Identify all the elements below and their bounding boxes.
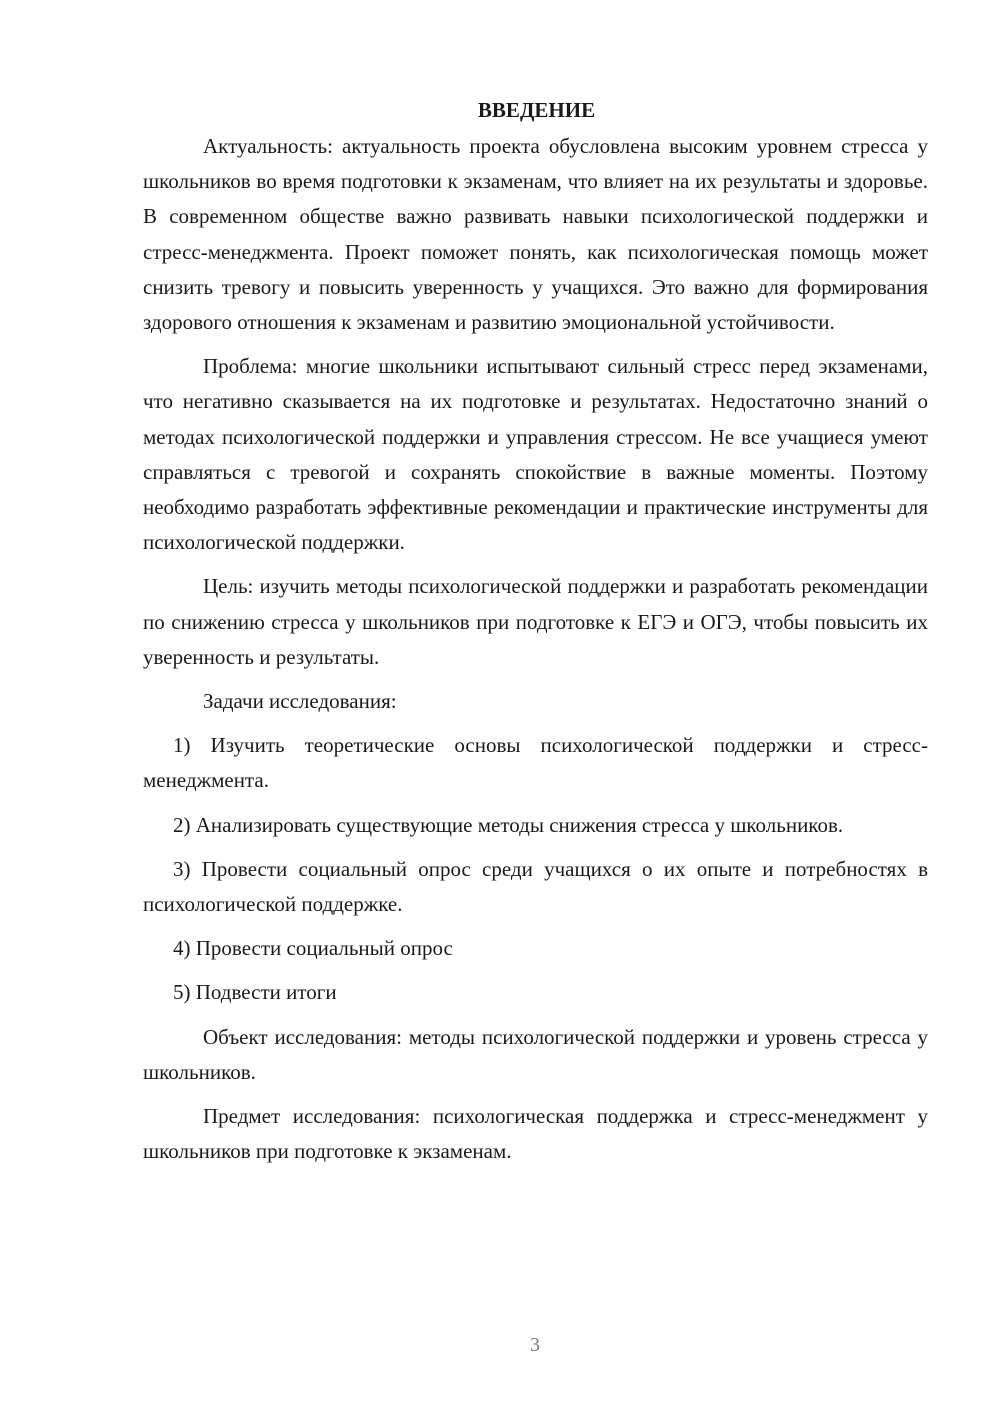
paragraph-goal: Цель: изучить методы психологической поддержки и разработать рекомендации по снижению стресса у школьников при подготовке к ЕГЭ и ОГЭ, чтобы повысить их уверенность и результаты. [143, 574, 928, 669]
task-item-3: 3) Провести социальный опрос среди учащихся о их опыте и потребностях в психологической поддержке. [143, 856, 928, 917]
paragraph-problem: Проблема: многие школьники испытывают сильный стресс перед экзаменами, что негативно сказывается на их подготовке и результатах. Недостаточно знаний о методах психологической поддержки и управления стрессом. Не все учащиеся умеют справляться с тревогой и сохранять спокойствие в важные моменты. Поэтому необходимо разработать эффективные рекомендации и практические инструменты для психологической поддержки. [143, 354, 928, 555]
paragraph-relevance: Актуальность: актуальность проекта обусловлена высоким уровнем стресса у школьников во время подготовки к экзаменам, что влияет на их результаты и здоровье. В современном обществе важно развивать навыки психологической поддержки и стресс-менеджмента. Проект поможет понять, как психологическая помощь может снизить тревогу и повысить уверенность у учащихся. Это важно для формирования здорового отношения к экзаменам и развитию эмоциональной устойчивости. [143, 134, 928, 335]
page-number: 3 [530, 1334, 540, 1356]
paragraph-object: Объект исследования: методы психологической поддержки и уровень стресса у школьников. [143, 1024, 928, 1084]
document-page [143, 95, 928, 1178]
tasks-title: Задачи исследования: [203, 689, 397, 714]
paragraph-subject: Предмет исследования: психологическая поддержка и стресс-менеджмент у школьников при подготовке к экзаменам. [143, 1104, 928, 1164]
task-item-2: 2) Анализировать существующие методы снижения стресса у школьников. [173, 812, 844, 837]
section-heading: ВВЕДЕНИЕ [477, 98, 596, 122]
task-item-1: 1) Изучить теоретические основы психологической поддержки и стресс-менеджмента. [143, 733, 928, 793]
task-item-4: 4) Провести социальный опрос [173, 936, 453, 961]
task-item-5: 5) Подвести итоги [173, 980, 337, 1005]
